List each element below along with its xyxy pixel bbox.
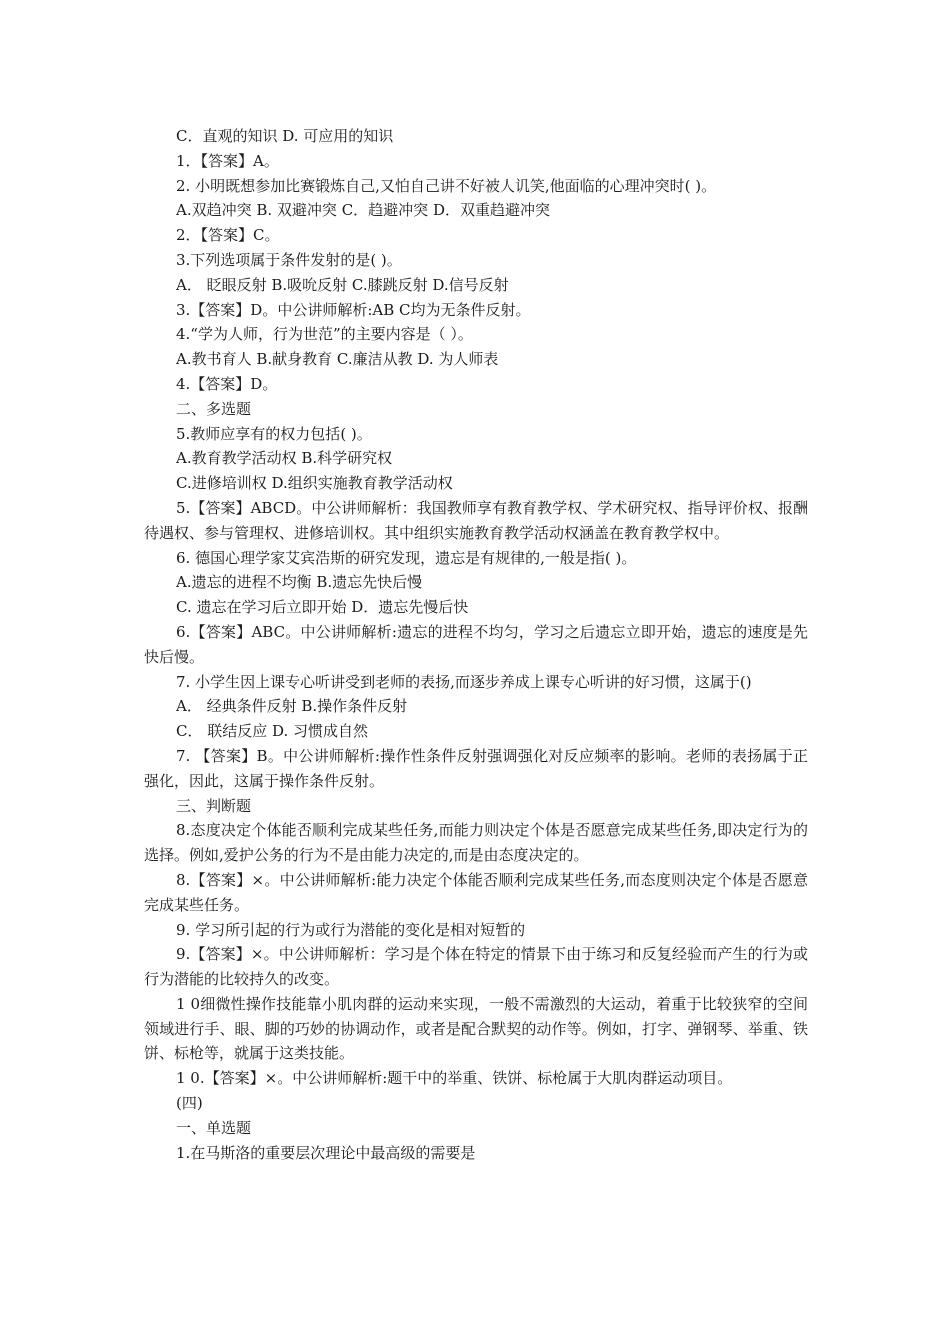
question-line: 6. 德国心理学家艾宾浩斯的研究发现，遗忘是有规律的,一般是指( )。 xyxy=(176,548,637,567)
section-heading: 三、判断题 xyxy=(176,796,252,815)
answer-paragraph: 5.【答案】ABCD。中公讲师解析：我国教师享有教育教学权、学术研究权、指导评价权、报酬待遇权、参与管理权、进修培训权。其中组织实施教育教学活动权涵盖在教育教学权中。 xyxy=(144,498,808,542)
question-paragraph: 1 0细微性操作技能靠小肌肉群的运动来实现，一般不需激烈的大运动，着重于比较狭窄的空间领域进行手、眼、脚的巧妙的协调动作，或者是配合默契的动作等。例如，打字、弹钢琴、举重、铁饼、标枪等，就属于这类技能。 xyxy=(144,994,808,1063)
section-heading: 二、多选题 xyxy=(176,399,252,418)
option-line: A． 经典条件反射 B.操作条件反射 xyxy=(176,697,408,716)
answer-paragraph: 8.【答案】×。中公讲师解析:能力决定个体能否顺利完成某些任务,而态度则决定个体是否愿意完成某些任务。 xyxy=(144,870,808,914)
answer-line: 1 0.【答案】×。中公讲师解析:题干中的举重、铁饼、标枪属于大肌肉群运动项目。 xyxy=(176,1069,733,1088)
option-line: C．直观的知识 D. 可应用的知识 xyxy=(176,127,394,145)
answer-line: 1．【答案】A。 xyxy=(176,151,279,170)
question-line: 9. 学习所引起的行为或行为潜能的变化是相对短暂的 xyxy=(176,920,526,939)
answer-line: 3.【答案】D。中公讲师解析:AB C均为无条件反射。 xyxy=(176,300,531,319)
option-line: C． 联结反应 D. 习惯成自然 xyxy=(176,722,369,741)
section-heading: 一、单选题 xyxy=(176,1118,252,1137)
answer-paragraph: 7. 【答案】B。中公讲师解析:操作性条件反射强调强化对反应频率的影响。老师的表扬属于正强化，因此，这属于操作条件反射。 xyxy=(144,746,808,790)
answer-paragraph: 9.【答案】×。中公讲师解析：学习是个体在特定的情景下由于练习和反复经验而产生的行为或行为潜能的比较持久的改变。 xyxy=(144,945,808,989)
document-page xyxy=(144,124,808,1165)
answer-line: 4.【答案】D。 xyxy=(176,374,278,393)
question-line: 4.“学为人师，行为世范”的主要内容是（ ）。 xyxy=(176,325,473,344)
option-line: A.教育教学活动权 B.科学研究权 xyxy=(176,449,393,468)
option-line: A.遗忘的进程不均衡 B.遗忘先快后慢 xyxy=(176,573,423,592)
question-line: 3.下列选项属于条件发射的是( )。 xyxy=(176,250,402,269)
question-line: 2. 小明既想参加比赛锻炼自己,又怕自己讲不好被人讥笑,他面临的心理冲突时( )。 xyxy=(176,176,717,195)
option-line: C.进修培训权 D.组织实施教育教学活动权 xyxy=(176,474,453,493)
option-line: A.双趋冲突 B. 双避冲突 C．趋避冲突 D．双重趋避冲突 xyxy=(176,201,550,220)
question-paragraph: 7. 小学生因上课专心听讲受到老师的表扬,而逐步养成上课专心听讲的好习惯，这属于() xyxy=(176,672,752,691)
question-line: 1.在马斯洛的重要层次理论中最高级的需要是 xyxy=(176,1143,476,1162)
answer-paragraph: 6.【答案】ABC。中公讲师解析:遗忘的进程不均匀，学习之后遗忘立即开始，遗忘的速度是先快后慢。 xyxy=(144,622,808,666)
option-line: A.教书育人 B.献身教育 C.廉洁从教 D. 为人师表 xyxy=(176,350,499,369)
option-line: C. 遗忘在学习后立即开始 D．遗忘先慢后快 xyxy=(176,598,469,617)
part-label: (四) xyxy=(176,1094,203,1113)
question-paragraph: 8.态度决定个体能否顺利完成某些任务,而能力则决定个体是否愿意完成某些任务,即决定行为的选择。例如,爱护公务的行为不是由能力决定的,而是由态度决定的。 xyxy=(144,821,808,865)
answer-line: 2．【答案】C。 xyxy=(176,226,280,245)
option-line: A． 眨眼反射 B.吸吮反射 C.膝跳反射 D.信号反射 xyxy=(176,275,509,294)
question-line: 5.教师应享有的权力包括( )。 xyxy=(176,424,372,443)
